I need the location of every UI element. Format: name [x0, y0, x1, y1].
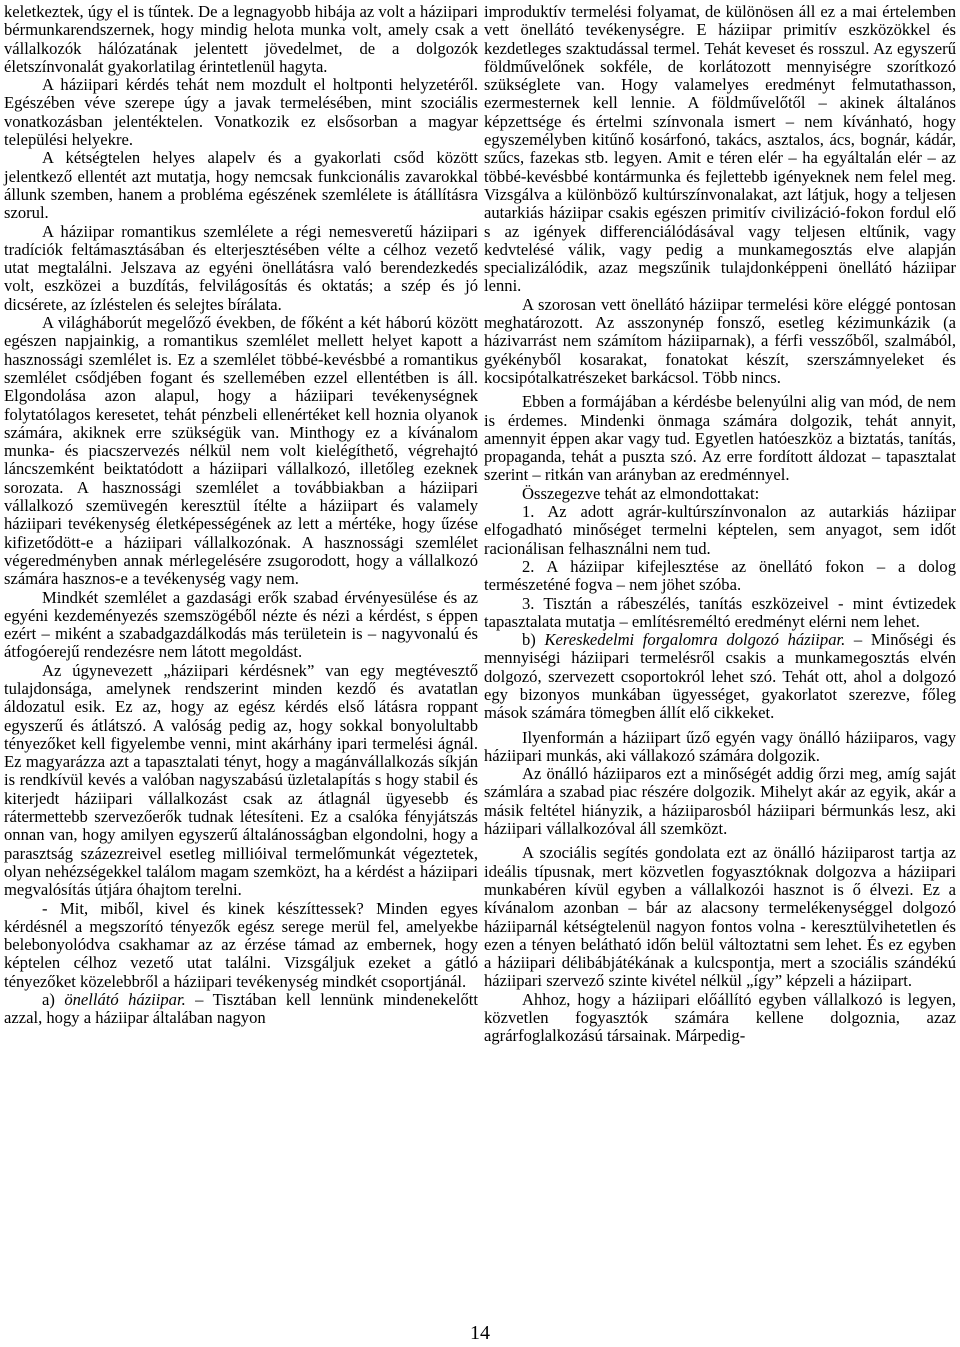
paragraph: - Mit, miből, kivel és kinek készíttessek? Minden egyes kérdésnél a megszorító tényezők egész serege merül fel, amelyekbe belebonyolódva csakhamar az az érzése támad az embernek, hogy képtelen célhoz vezető utat találni. Vizsgáljuk ezeket a gátló tényezőket közelebbről a háziipari tevékenység mindkét csoportjánál.	[4, 898, 478, 991]
paragraph: Ebben a formájában a kérdésbe belenyúlni alig van mód, de nem is érdemes. Mindenki önmaga számára dolgozik, tehát annyit, amennyit éppen akar vagy tud. Egyetlen hatóeszköz a biztatás, tanítás, propaganda, tehát a puszta szó. Az erre fordított áldozat – tapasztalat szerint – ritkán van arányban az eredménnyel.	[484, 392, 956, 485]
paragraph: Ahhoz, hogy a háziipari előállító egyben vállalkozó is legyen, közvetlen fogyasztók számára kellene dolgoznia, azaz agrárfoglalkozású társainak. Márpedig-	[484, 989, 956, 1046]
summary-item-3: 3. Tisztán a rábeszélés, tanítás eszközeivel - mint évtizedek tapasztalata mutatja – említésreméltó eredményt elérni nem lehet.	[484, 593, 956, 631]
summary-item-2: 2. A háziipar kifejlesztése az önellátó fokon – a dolog természeténé fogva – nem jöhet szóba.	[484, 556, 956, 595]
section-b-paragraph	[484, 631, 956, 722]
section-a-prefix: a)	[42, 990, 65, 1010]
section-b-text: – Minőségi és mennyiségi háziipari termelésről csakis a munkamegosztás elvén dolgozó, szervezett csoportokról lehet szó. Tehát ott, ahol a dolgozó egy bizonyos munkában ügyességet, gyakorlatot szerezve, főleg mások számára tömegben állít elő cikkeket.	[484, 630, 956, 723]
paragraph: A háziipar romantikus szemlélete a régi nemesveretű háziipari tradíciók feltámasztásában és elterjesztésében vélte a célhoz vezető utat megtalálni. Jelszava az egyéni önellátásra való berendezkedés volt, eszközei a buzdítás, felvilágosítás és oktatás; a szép és jó dicsérete, az ízléstelen és selejtes bírálata.	[4, 221, 478, 314]
section-b-heading: Kereskedelmi forgalomra dolgozó háziipar.	[544, 630, 846, 650]
section-a-heading: önellátó háziipar.	[64, 990, 186, 1010]
paragraph: keletkeztek, úgy el is tűntek. De a legnagyobb hibája az volt a háziipari bérmunkarendszernek, hogy mindig helota munka volt, amely csak a vállalkozók hálózatának jelentett jövedelmet, de a dolgozók életszínvonalát gyakorlatilag érintetlenül hagyta.	[4, 2, 478, 76]
paragraph: A szorosan vett önellátó háziipar termelési köre eléggé pontosan meghatározott. Az asszonynép fonsző, esetleg kézimunkázik (a házivarrást nem számítom háziiparnak), a férfi vesszőből, szalmából, gyékényből kosarakat, fonatokat készít, szerszámnyeleket és kocsipótalkatrészeket barkácsol. Több nincs.	[484, 294, 956, 387]
paragraph: Az önálló háziiparos ezt a minőségét addig őrzi meg, amíg saját számlára a szabad piac részére dolgozik. Mihelyt akár az egyik, akár a másik feltétel hiányzik, a háziiparosból háziipari bérmunkás lesz, aki háziipari vállalkozóval áll szemközt.	[484, 764, 956, 839]
left-column	[4, 3, 478, 1028]
summary-heading: Összegezve tehát az elmondottakat:	[522, 483, 760, 503]
paragraph: A kétségtelen helyes alapelv és a gyakorlati csőd között jelentkező ellentét azt mutatja, hogy nemcsak funkcionális zavarokkal állunk szemben, hanem a probléma egészének szemlélete is átállításra szorul.	[4, 148, 478, 223]
page-number: 14	[470, 1322, 490, 1344]
section-a-text: – Tisztában kell lennünk mindenekelőtt azzal, hogy a háziipar általában nagyon	[4, 990, 478, 1028]
paragraph: Az úgynevezett „háziipari kérdésnek” van egy megtévesztő tulajdonsága, amelynek rendszerint minden kezdő és avatatlan áldozatul esik. Ez az, hogy az egész kérdés első látásra roppant egyszerű és átlátszó. A valóság pedig az, hogy sokkal bonyolultabb tényezőket kell figyelembe venni, mint akárhány ipari termelési ágnál. Ez magyarázza azt a tapasztalati tényt, hogy a magánvállalkozás síkján is rendkívül kevés a valóban nagyszabású üzletalapítás s hogy stabil és kiterjedt háziipari vállalkozást csak az átlagnál ügyesebb és rátermettebb szervezőerők tudnak létesíteni. Ez a csalóka fényjátszás onnan van, hogy amilyen egyszerű általánosságban elgondolni, hogy a parasztság százezreivel esetleg millióival termelőmunkát végeztetek, olyan nehézségekkel találom magam szemközt, ha a kérdést a háziipari megvalósítás útjára óhajtom terelni.	[4, 660, 478, 900]
section-a-paragraph	[4, 991, 478, 1028]
paragraph: Ilyenformán a háziipart űző egyén vagy önálló háziiparos, vagy háziipari munkás, aki vállakozó számára dolgozik.	[484, 727, 956, 765]
right-column	[484, 3, 956, 1046]
paragraph: Mindkét szemlélet a gazdasági erők szabad érvényesülése és az egyéni kezdeményezés szemszögéből nézte és nézi a kérdést, s éppen ezért – miként a szabadgazdálkodás más területein is – nagyvonalú és átfogóerejű rendezésre nem látott megoldást.	[4, 587, 478, 662]
section-b-prefix: b)	[522, 630, 545, 650]
paragraph: improduktív termelési folyamat, de különösen áll ez a mai értelemben vett önellátó tevékenységre. E háziipar primitív eszközökkel és kezdetleges szaktudással termel. Tehát keveset és rosszul. Az egyszerű földművelőnek sokféle, de korlátozott mennyiségre szorítkozó szükséglete van. Hogy valamelyes eredményt felmutathasson, ezermesternek kell lennie. A földművelőtől – akinek általános képzettsége és értelmi színvonala ismert – nem kívánható, hogy egyszemélyben kitűnő kosárfonó, takács, asztalos, ács, bognár, kádár, szűcs, fazekas stb. legyen. Amit e téren elér – ha egyáltalán elér – az többé-kevésbbé kontármunka és fejlettebb igényeknek nem felel meg. Vizsgálva a különböző kultúrszínvonalakat, azt látjuk, hogy a teljesen autarkiás háziipar csakis egészen primitív civilizáció-fokon fordul elő s az igények differenciálódásával vagy teljesen eltűnik, vagy kedvtelésé válik, vagy pedig a munkamegosztás elve alapján specializálódik, azaz megszűnik tulajdonképpeni önellátó háziipar lenni.	[484, 2, 956, 296]
paragraph: A világháborút megelőző években, de főként a két háború között egészen napjainkig, a romantikus szemlélet mellett helyet kapott a hasznossági szemlélet is. Ez a szemlélet többé-kevésbbé a romantikus szemlélet csődjében fogant és szellemében ezzel ellentétben is áll. Elgondolása azon alapul, hogy a háziipari tevékenységnek folytatólagos keresetet, tehát pénzbeli ellenértéket kell hoznia olyanok számára, akiknek erre szükségük van. Minthogy ez a kívánalom munka- és piacszervezés nélkül nem volt kielégíthető, végrehajtó láncszemként beiktatódott a háziipari vállalkozó, illetőleg ezeknek sorozata. A hasznossági szemlélet a továbbiakban a háziipari vállalkozó szemüvegén keresztül ítélte a háziipart és valamely háziipari tevékenység életképességének az lett a mértéke, hogy űzése kifizetődött-e a háziipari vállalkozónak. A hasznossági szemlélet végeredményben annak mérlegelésére zsugorodott, hogy a vállalkozó számára hasznos-e a tevékenység vagy nem.	[4, 313, 478, 589]
paragraph: A szociális segítés gondolata ezt az önálló háziiparost tartja az ideális típusnak, mert közvetlen fogyasztóknak dolgozva a háziipari munkabéren kívül egyben a vállalkozói hasznot is ő élvezi. Ez a kívánalom azonban – bár az alacsony termelékenységgel dolgozó háziiparnál kétségtelenül nagyon fontos volna - keresztülvihetetlen és ezen a tényen belátható időn belül változtatni sem lehet. És ez egyben a háziipari délibábjátékának a kulcspontja, mert a szociális szándékú háziipari szervező szinte kivétel nélkül „így” képzeli a háziipart.	[484, 843, 956, 991]
summary-item-1: 1. Az adott agrár-kultúrszínvonalon az autarkiás háziipar elfogadható minőséget termelni képtelen, sem anyagot, sem időt racionálisan felhasználni nem tud.	[484, 502, 956, 558]
paragraph: A háziipari kérdés tehát nem mozdult el holtponti helyzetéről. Egészében véve szerepe úgy a javak termelésében, mint szociális vonatkozásban jelentéktelen. Vonatkozik ez elsősorban a magyar települési helyekre.	[4, 75, 478, 150]
